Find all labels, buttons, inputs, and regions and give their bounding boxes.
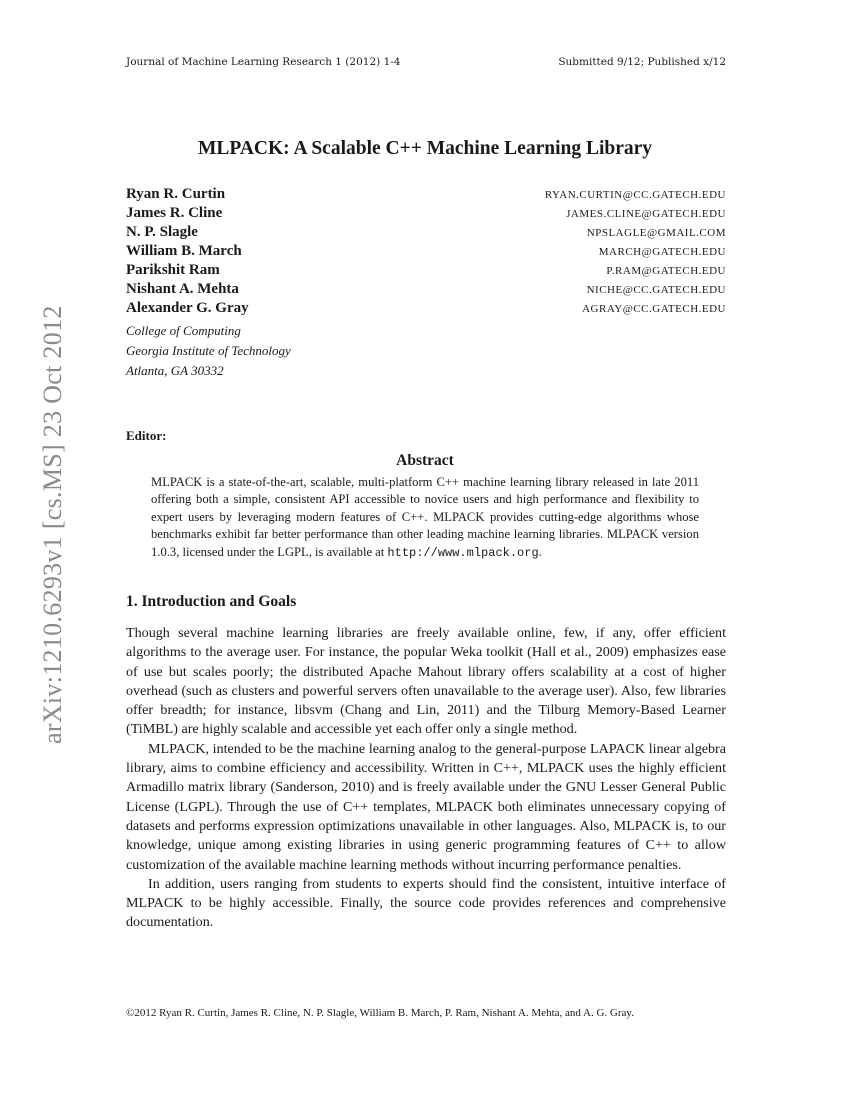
affiliation-line: Atlanta, GA 30332: [126, 363, 224, 378]
author-list: [126, 186, 726, 319]
author-entry: [126, 281, 726, 300]
author-entry: [126, 186, 726, 205]
author-name: Alexander G. Gray: [126, 300, 249, 316]
section-heading: 1. Introduction and Goals: [126, 593, 297, 610]
author-entry: [126, 205, 726, 224]
journal-citation: Journal of Machine Learning Research 1 (2012) 1-4: [126, 56, 401, 68]
running-header: [126, 56, 726, 68]
abstract-text: MLPACK is a state-of-the-art, scalable, multi-platform C++ machine learning library released in late 2011 offering both a simple, consistent API accessible to novice users and high performance and flexibility to expert users by leveraging modern features of C++. MLPACK provides cutting-edge algorithms whose benchmarks exhibit far better performance than other leading machine learning libraries. MLPACK version 1.0.3, licensed under the LGPL, is available at: [151, 475, 699, 559]
author-name: Nishant A. Mehta: [126, 281, 239, 297]
author-name: Parikshit Ram: [126, 262, 220, 278]
author-email[interactable]: JAMES.CLINE@GATECH.EDU: [566, 208, 726, 220]
paragraph: In addition, users ranging from students to experts should find the consistent, intuitive interface of MLPACK to be highly accessible. Finally, the source code provides references and comprehensive documentation.: [126, 875, 726, 931]
paragraph: MLPACK, intended to be the machine learning analog to the general-purpose LAPACK linear algebra library, aims to combine efficiency and accessibility. Written in C++, MLPACK uses the highly efficient Armadillo matrix library (Sanderson, 2010) and is freely available under the GNU Lesser General Public License (LGPL). Through the use of C++ templates, MLPACK both eliminates unnecessary copying of datasets and performs expression optimizations unavailable in other languages. Also, MLPACK is, to our knowledge, unique among existing libraries in using generic programming features of C++ to allow customization of the available machine learning methods without incurring performance penalties.: [126, 740, 726, 873]
affiliation-line: College of Computing: [126, 323, 241, 338]
author-email[interactable]: RYAN.CURTIN@CC.GATECH.EDU: [544, 189, 726, 201]
author-email[interactable]: NPSLAGLE@GMAIL.COM: [586, 227, 726, 239]
author-email[interactable]: P.RAM@GATECH.EDU: [606, 265, 726, 277]
affiliation: [126, 321, 291, 381]
author-email[interactable]: MARCH@GATECH.EDU: [598, 246, 726, 258]
author-email[interactable]: NICHE@CC.GATECH.EDU: [586, 284, 726, 296]
author-entry: [126, 224, 726, 243]
author-entry: [126, 243, 726, 262]
editor-label: Editor:: [126, 428, 167, 443]
author-entry: [126, 262, 726, 281]
author-email[interactable]: AGRAY@CC.GATECH.EDU: [582, 303, 726, 315]
copyright-notice: ©2012 Ryan R. Curtin, James R. Cline, N. P. Slagle, William B. March, P. Ram, Nishant A. Mehta, and A. G. Gray.: [126, 1007, 634, 1019]
author-name: James R. Cline: [126, 205, 223, 221]
abstract-heading: Abstract: [396, 452, 454, 469]
affiliation-line: Georgia Institute of Technology: [126, 343, 291, 358]
arxiv-stamp: arXiv:1210.6293v1 [cs.MS] 23 Oct 2012: [38, 305, 67, 744]
section-body: [126, 624, 726, 933]
abstract-end: .: [538, 544, 542, 559]
author-name: N. P. Slagle: [126, 224, 198, 240]
abstract-body: [151, 474, 699, 562]
author-name: Ryan R. Curtin: [126, 186, 226, 202]
submission-dates: Submitted 9/12; Published x/12: [558, 56, 726, 68]
paragraph: Though several machine learning libraries are freely available online, few, if any, offer efficient algorithms to the average user. For instance, the popular Weka toolkit (Hall et al., 2009) emphasizes ease of use but scales poorly; the distributed Apache Mahout library offers scalability at a cost of higher overhead (such as clusters and powerful servers often unavailable to the average user). Also, few libraries offer breadth; for instance, libsvm (Chang and Lin, 2011) and the Tilburg Memory-Based Learner (TiMBL) are highly scalable and accessible yet each offer only a single method.: [126, 625, 726, 738]
project-url-link[interactable]: http://www.mlpack.org: [387, 545, 539, 560]
paper-title: MLPACK: A Scalable C++ Machine Learning Library: [197, 138, 653, 159]
author-entry: [126, 300, 726, 319]
author-name: William B. March: [126, 243, 242, 259]
